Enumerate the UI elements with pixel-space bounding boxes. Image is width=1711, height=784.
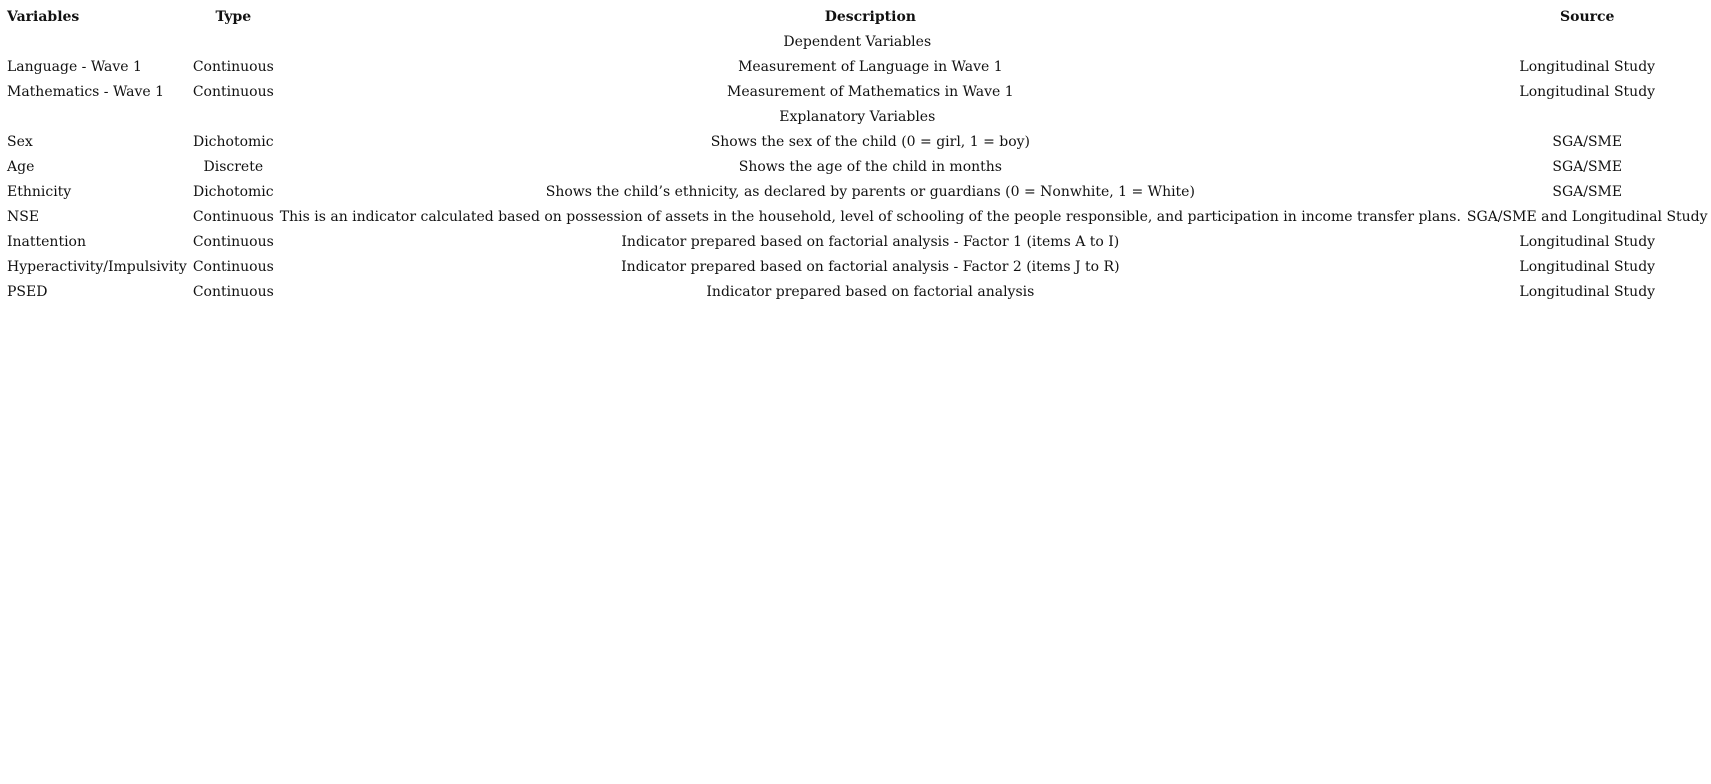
table-row <box>4 179 1711 204</box>
table-row <box>4 54 1711 79</box>
cell-description: Measurement of Language in Wave 1 <box>738 58 1003 75</box>
cell-source: SGA/SME <box>1552 158 1623 175</box>
cell-source: Longitudinal Study <box>1519 233 1656 250</box>
header-source: Source <box>1560 8 1615 25</box>
cell-description: Shows the age of the child in months <box>738 158 1002 175</box>
table-row <box>4 129 1711 154</box>
cell-source: SGA/SME and Longitudinal Study <box>1466 208 1708 225</box>
table-body <box>4 29 1711 304</box>
cell-description: Measurement of Mathematics in Wave 1 <box>727 83 1014 100</box>
cell-variable: Hyperactivity/Impulsivity <box>7 258 187 275</box>
cell-source: Longitudinal Study <box>1519 83 1656 100</box>
cell-description: Indicator prepared based on factorial analysis - Factor 2 (items J to R) <box>621 258 1120 275</box>
cell-variable: Inattention <box>7 233 86 250</box>
cell-source: Longitudinal Study <box>1519 58 1656 75</box>
cell-variable: Language - Wave 1 <box>7 58 142 75</box>
header-row <box>4 4 1711 29</box>
cell-variable: NSE <box>7 208 40 225</box>
cell-type: Continuous <box>192 58 274 75</box>
cell-type: Continuous <box>192 233 274 250</box>
cell-variable: Age <box>7 158 35 175</box>
table-row <box>4 79 1711 104</box>
table-row <box>4 204 1711 229</box>
cell-source: Longitudinal Study <box>1519 283 1656 300</box>
cell-type: Continuous <box>192 83 274 100</box>
section-label-explanatory: Explanatory Variables <box>779 108 936 125</box>
cell-description: This is an indicator calculated based on possession of assets in the household, level of schooling of the people responsible, and participation in income transfer plans. <box>279 208 1461 225</box>
cell-type: Dichotomic <box>192 133 274 150</box>
cell-source: SGA/SME <box>1552 133 1623 150</box>
cell-variable: Sex <box>7 133 33 150</box>
header-type: Type <box>215 8 252 25</box>
variables-table <box>4 4 1711 304</box>
cell-source: SGA/SME <box>1552 183 1623 200</box>
cell-type: Discrete <box>203 158 264 175</box>
cell-variable: Mathematics - Wave 1 <box>7 83 165 100</box>
table-row <box>4 154 1711 179</box>
section-row-dependent <box>4 29 1711 54</box>
cell-description: Shows the child’s ethnicity, as declared by parents or guardians (0 = Nonwhite, 1 = White) <box>545 183 1195 200</box>
header-variables: Variables <box>7 8 80 25</box>
cell-type: Dichotomic <box>192 183 274 200</box>
cell-type: Continuous <box>192 258 274 275</box>
cell-description: Shows the sex of the child (0 = girl, 1 = boy) <box>710 133 1031 150</box>
header-description: Description <box>824 8 916 25</box>
cell-description: Indicator prepared based on factorial analysis <box>706 283 1035 300</box>
cell-type: Continuous <box>192 283 274 300</box>
section-label-dependent: Dependent Variables <box>783 33 932 50</box>
table-row <box>4 254 1711 279</box>
table-row <box>4 279 1711 304</box>
cell-type: Continuous <box>192 208 274 225</box>
cell-variable: PSED <box>7 283 48 300</box>
section-row-explanatory <box>4 104 1711 129</box>
variables-table-container <box>4 4 1708 304</box>
cell-source: Longitudinal Study <box>1519 258 1656 275</box>
cell-variable: Ethnicity <box>7 183 72 200</box>
cell-description: Indicator prepared based on factorial analysis - Factor 1 (items A to I) <box>621 233 1120 250</box>
table-row <box>4 229 1711 254</box>
table-header <box>4 4 1711 29</box>
